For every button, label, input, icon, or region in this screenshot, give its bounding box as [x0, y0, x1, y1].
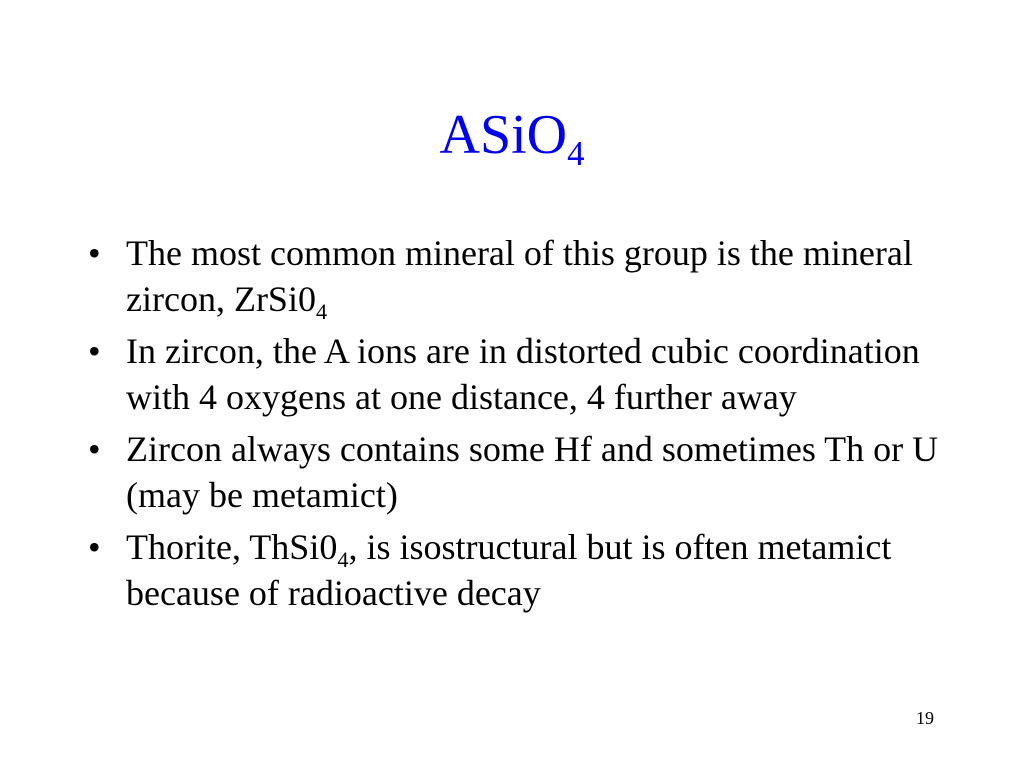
title-main: ASiO	[439, 104, 568, 166]
bullet-subscript: 4	[337, 546, 349, 572]
bullet-text-main: The most common mineral of this group is the mineral zircon, ZrSi0	[126, 233, 913, 319]
bullet-marker: •	[88, 527, 101, 567]
page-number: 19	[916, 708, 934, 728]
title-subscript: 4	[567, 134, 585, 174]
bullet-list	[88, 230, 948, 622]
bullet-item	[88, 524, 948, 616]
bullet-item	[88, 426, 948, 518]
bullet-text-main: Zircon always contains some Hf and sometimes Th or U (may be metamict)	[126, 429, 939, 515]
bullet-marker: •	[88, 233, 101, 273]
bullet-marker: •	[88, 429, 101, 469]
bullet-text	[126, 233, 913, 324]
bullet-text	[126, 429, 938, 515]
bullet-text	[126, 331, 920, 417]
bullet-marker: •	[88, 331, 101, 371]
bullet-text	[126, 527, 891, 613]
slide-title	[0, 100, 1024, 174]
bullet-text-main: Thorite, ThSi0	[126, 527, 338, 567]
bullet-text-tail: , is isostructural but is often metamict because of radioactive decay	[126, 527, 892, 613]
bullet-text-main: In zircon, the A ions are in distorted cubic coordination with 4 oxygens at one distance, 4 further away	[126, 331, 920, 417]
bullet-subscript: 4	[315, 298, 328, 324]
bullet-item	[88, 328, 948, 420]
bullet-item	[88, 230, 948, 322]
